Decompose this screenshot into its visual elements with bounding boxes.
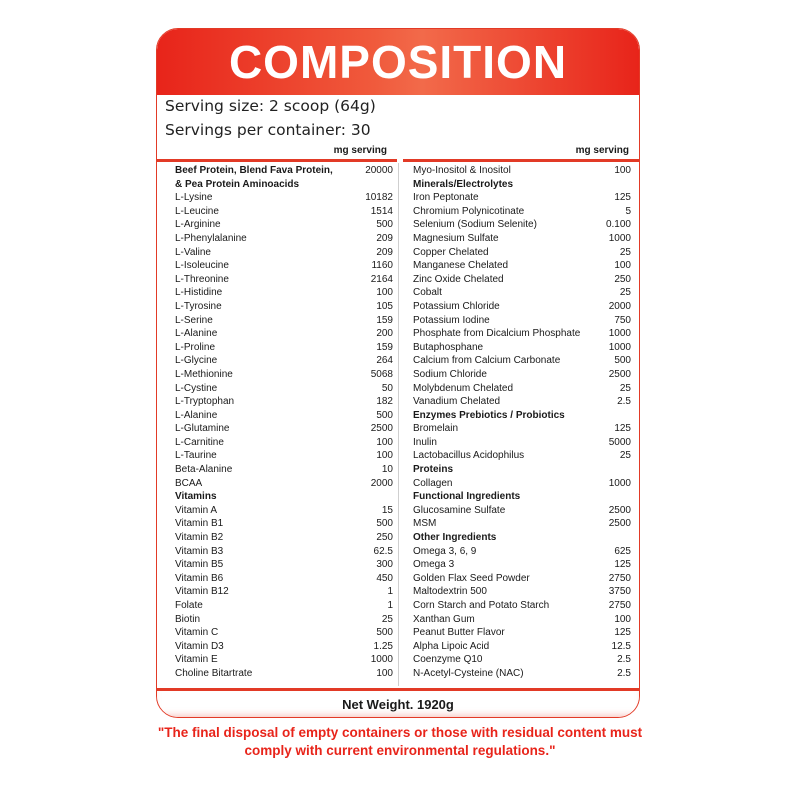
ingredient-name: Peanut Butter Flavor — [413, 627, 505, 639]
serving-size: Serving size: 2 scoop (64g) — [165, 97, 376, 115]
ingredient-amount: 0.100 — [605, 219, 631, 231]
left-header-label: mg serving — [333, 145, 387, 156]
ingredient-name: L-Threonine — [175, 273, 229, 285]
ingredient-amount: 100 — [614, 260, 631, 272]
ingredient-amount: 2164 — [370, 273, 393, 285]
ingredient-name: Coenzyme Q10 — [413, 654, 483, 666]
ingredient-name: Potassium Chloride — [413, 300, 500, 312]
ingredient-name: Vitamin B2 — [175, 532, 224, 544]
ingredient-name: Vitamin D3 — [175, 640, 224, 652]
disposal-disclaimer: "The final disposal of empty containers or those with residual content must comply with current environmental regulations." — [157, 725, 643, 758]
ingredient-amount: 159 — [376, 341, 393, 353]
ingredient-row — [175, 585, 393, 599]
ingredient-amount: 250 — [614, 273, 631, 285]
ingredient-row — [413, 273, 631, 287]
ingredient-amount: 1 — [387, 600, 393, 611]
ingredient-row — [413, 164, 631, 178]
right-ingredient-list — [413, 164, 631, 681]
ingredient-row — [175, 354, 393, 368]
ingredient-amount: 2500 — [370, 423, 393, 435]
ingredient-amount: 1000 — [608, 477, 631, 489]
ingredient-row — [413, 395, 631, 409]
ingredient-name: Functional Ingredients — [413, 491, 521, 503]
ingredient-amount: 1 — [387, 586, 393, 598]
ingredient-name: Bromelain — [413, 423, 459, 435]
ingredient-name: Corn Starch and Potato Starch — [413, 600, 550, 611]
ingredient-name: Alpha Lipoic Acid — [413, 640, 490, 652]
ingredient-name: Calcium from Calcium Carbonate — [413, 355, 561, 367]
ingredient-amount: 182 — [376, 396, 393, 408]
ingredient-name: L-Arginine — [175, 219, 221, 231]
ingredient-row — [413, 517, 631, 531]
ingredient-name: Vitamin B1 — [175, 518, 224, 530]
ingredient-name: Potassium Iodine — [413, 314, 490, 326]
ingredient-row — [413, 286, 631, 300]
ingredient-row — [413, 640, 631, 654]
right-column-header — [403, 142, 640, 162]
ingredient-name: Omega 3, 6, 9 — [413, 545, 477, 557]
ingredient-row — [175, 178, 393, 192]
ingredient-row — [175, 273, 393, 287]
ingredient-name: Phosphate from Dicalcium Phosphate — [413, 328, 581, 340]
ingredient-name: L-Tyrosine — [175, 300, 222, 312]
ingredient-amount: 100 — [376, 436, 393, 448]
ingredient-amount: 10 — [381, 464, 393, 476]
ingredient-amount: 1000 — [608, 232, 631, 244]
ingredient-row — [413, 382, 631, 396]
ingredient-amount: 2500 — [608, 504, 631, 516]
ingredient-name: Omega 3 — [413, 559, 455, 571]
ingredient-name: Magnesium Sulfate — [413, 232, 499, 244]
ingredient-amount: 100 — [614, 613, 631, 625]
ingredient-row — [413, 368, 631, 382]
ingredient-name: Vitamin B5 — [175, 559, 224, 571]
ingredient-amount: 25 — [619, 246, 631, 258]
ingredient-amount: 209 — [376, 232, 393, 244]
title-banner — [157, 29, 639, 95]
ingredient-name: L-Phenylalanine — [175, 232, 247, 244]
left-ingredient-list — [175, 164, 393, 681]
ingredient-row — [175, 205, 393, 219]
ingredient-amount: 100 — [614, 165, 631, 176]
ingredient-row — [175, 422, 393, 436]
ingredient-row — [413, 572, 631, 586]
ingredient-row — [413, 477, 631, 491]
ingredient-row — [413, 191, 631, 205]
ingredient-row — [175, 246, 393, 260]
ingredient-amount: 625 — [614, 545, 631, 557]
ingredient-row — [413, 422, 631, 436]
ingredient-row — [413, 585, 631, 599]
ingredient-row — [175, 300, 393, 314]
ingredient-amount: 3750 — [608, 586, 631, 598]
ingredient-row — [413, 531, 631, 545]
ingredient-row — [175, 341, 393, 355]
ingredient-name: Folate — [175, 600, 203, 611]
ingredient-amount: 50 — [381, 382, 393, 394]
ingredient-name: L-Cystine — [175, 382, 218, 394]
ingredient-name: Molybdenum Chelated — [413, 382, 514, 394]
ingredient-row — [413, 490, 631, 504]
net-weight-bar — [157, 688, 639, 718]
ingredient-name: Vitamin E — [175, 654, 218, 666]
ingredient-name: Biotin — [175, 613, 201, 625]
ingredient-name: Glucosamine Sulfate — [413, 504, 506, 516]
ingredient-row — [175, 640, 393, 654]
ingredient-amount: 500 — [376, 219, 393, 231]
ingredient-row — [175, 286, 393, 300]
ingredient-name: Vitamin A — [175, 504, 218, 516]
ingredient-name: Other Ingredients — [413, 532, 497, 544]
ingredient-amount: 15 — [381, 504, 393, 516]
ingredient-name: L-Valine — [175, 246, 211, 258]
ingredient-row — [175, 395, 393, 409]
ingredient-name: Beef Protein, Blend Fava Protein, — [175, 165, 333, 176]
ingredient-row — [175, 314, 393, 328]
ingredient-row — [175, 218, 393, 232]
ingredient-row — [175, 382, 393, 396]
ingredient-amount: 209 — [376, 246, 393, 258]
ingredient-name: L-Glycine — [175, 355, 218, 367]
composition-card — [156, 28, 640, 718]
ingredient-name: MSM — [413, 518, 437, 530]
ingredient-name: L-Serine — [175, 314, 213, 326]
ingredient-row — [175, 259, 393, 273]
ingredient-amount: 2750 — [608, 572, 631, 584]
ingredient-row — [413, 327, 631, 341]
ingredient-name: L-Taurine — [175, 450, 217, 462]
ingredient-amount: 2000 — [608, 300, 631, 312]
ingredient-amount: 200 — [376, 328, 393, 340]
ingredient-name: Vitamins — [175, 491, 217, 503]
ingredient-name: BCAA — [175, 477, 203, 489]
ingredient-amount: 105 — [376, 300, 393, 312]
ingredient-name: Sodium Chloride — [413, 368, 487, 380]
ingredient-row — [413, 504, 631, 518]
ingredient-row — [175, 545, 393, 559]
ingredient-row — [175, 613, 393, 627]
ingredient-amount: 12.5 — [611, 640, 631, 652]
ingredient-row — [413, 341, 631, 355]
ingredient-amount: 1000 — [608, 328, 631, 340]
ingredient-amount: 20000 — [365, 165, 393, 176]
ingredient-row — [175, 667, 393, 681]
servings-per-container: Servings per container: 30 — [165, 121, 371, 139]
ingredient-name: Choline Bitartrate — [175, 667, 253, 679]
ingredient-row — [413, 653, 631, 667]
ingredient-row — [175, 504, 393, 518]
ingredient-amount: 500 — [376, 409, 393, 421]
ingredient-amount: 2.5 — [617, 667, 631, 679]
ingredient-amount: 5000 — [608, 436, 631, 448]
ingredient-name: Golden Flax Seed Powder — [413, 572, 530, 584]
ingredient-name: L-Methionine — [175, 368, 233, 380]
ingredient-name: Copper Chelated — [413, 246, 489, 258]
ingredient-row — [413, 545, 631, 559]
ingredient-amount: 2500 — [608, 368, 631, 380]
ingredient-name: Iron Peptonate — [413, 192, 479, 204]
ingredient-amount: 2000 — [370, 477, 393, 489]
ingredient-row — [175, 558, 393, 572]
ingredient-amount: 2.5 — [617, 654, 631, 666]
ingredient-name: Vitamin B3 — [175, 545, 224, 557]
ingredient-amount: 25 — [619, 450, 631, 462]
ingredient-name: Vitamin C — [175, 627, 219, 639]
ingredient-amount: 500 — [614, 355, 631, 367]
ingredient-row — [175, 490, 393, 504]
ingredient-amount: 1160 — [371, 260, 393, 272]
net-weight: Net Weight. 1920g — [342, 697, 454, 712]
ingredient-amount: 2.5 — [617, 396, 631, 408]
ingredient-row — [413, 463, 631, 477]
ingredient-amount: 25 — [619, 382, 631, 394]
ingredient-row — [413, 300, 631, 314]
ingredient-name: Enzymes Prebiotics / Probiotics — [413, 409, 565, 421]
ingredient-name: Selenium (Sodium Selenite) — [413, 219, 537, 231]
ingredient-row — [413, 354, 631, 368]
ingredient-row — [175, 653, 393, 667]
ingredient-name: Lactobacillus Acidophilus — [413, 450, 525, 462]
ingredient-amount: 1000 — [370, 654, 393, 666]
ingredient-name: L-Alanine — [175, 409, 218, 421]
ingredient-name: L-Alanine — [175, 328, 218, 340]
ingredient-row — [175, 572, 393, 586]
ingredient-name: Beta-Alanine — [175, 464, 233, 476]
ingredient-amount: 2500 — [608, 518, 631, 530]
ingredient-amount: 500 — [376, 627, 393, 639]
ingredient-name: Collagen — [413, 477, 453, 489]
ingredient-name: Minerals/Electrolytes — [413, 178, 514, 190]
ingredient-amount: 100 — [376, 667, 393, 679]
ingredient-row — [175, 477, 393, 491]
ingredient-amount: 264 — [376, 355, 393, 367]
ingredient-row — [175, 409, 393, 423]
ingredient-row — [175, 626, 393, 640]
ingredient-name: Zinc Oxide Chelated — [413, 273, 504, 285]
ingredient-amount: 5068 — [370, 368, 393, 380]
ingredient-row — [175, 191, 393, 205]
ingredient-name: L-Carnitine — [175, 436, 224, 448]
ingredient-name: L-Glutamine — [175, 423, 230, 435]
ingredient-amount: 159 — [376, 314, 393, 326]
ingredient-name: Inulin — [413, 436, 437, 448]
ingredient-name: Vitamin B12 — [175, 586, 229, 598]
ingredient-name: Manganese Chelated — [413, 260, 509, 272]
ingredient-name: Chromium Polynicotinate — [413, 205, 525, 217]
ingredient-amount: 1000 — [608, 341, 631, 353]
ingredient-row — [413, 259, 631, 273]
ingredient-name: Myo-Inositol & Inositol — [413, 165, 511, 176]
ingredient-amount: 10182 — [365, 192, 393, 204]
ingredient-name: L-Leucine — [175, 205, 219, 217]
ingredient-row — [175, 327, 393, 341]
ingredient-amount: 500 — [376, 518, 393, 530]
ingredient-name: L-Lysine — [175, 192, 213, 204]
ingredient-amount: 62.5 — [373, 545, 393, 557]
ingredient-row — [413, 232, 631, 246]
ingredient-row — [175, 463, 393, 477]
ingredient-row — [413, 626, 631, 640]
ingredient-row — [175, 232, 393, 246]
ingredient-name: Cobalt — [413, 287, 442, 299]
ingredient-row — [175, 517, 393, 531]
ingredient-row — [413, 409, 631, 423]
ingredient-name: Butaphosphane — [413, 341, 484, 353]
ingredient-name: Vitamin B6 — [175, 572, 224, 584]
ingredient-amount: 5 — [625, 205, 631, 217]
ingredient-amount: 125 — [614, 192, 631, 204]
page-title: COMPOSITION — [228, 36, 568, 88]
ingredient-name: Xanthan Gum — [413, 613, 475, 625]
ingredient-amount: 125 — [614, 423, 631, 435]
ingredient-name: Proteins — [413, 464, 454, 476]
ingredient-amount: 1514 — [370, 205, 393, 217]
ingredient-name: Maltodextrin 500 — [413, 586, 487, 598]
ingredient-amount: 2750 — [608, 600, 631, 611]
ingredient-row — [413, 178, 631, 192]
ingredient-name: N-Acetyl-Cysteine (NAC) — [413, 667, 524, 679]
ingredient-row — [175, 436, 393, 450]
left-column-header — [157, 142, 397, 162]
ingredient-amount: 100 — [376, 287, 393, 299]
ingredient-amount: 125 — [614, 627, 631, 639]
ingredient-name: L-Histidine — [175, 287, 223, 299]
ingredient-row — [413, 558, 631, 572]
ingredient-row — [175, 368, 393, 382]
ingredient-name: & Pea Protein Aminoacids — [175, 178, 300, 190]
ingredient-amount: 450 — [376, 572, 393, 584]
ingredient-name: L-Isoleucine — [175, 260, 229, 272]
ingredient-row — [413, 599, 631, 613]
ingredient-row — [413, 613, 631, 627]
ingredient-name: L-Tryptophan — [175, 396, 235, 408]
ingredient-row — [413, 205, 631, 219]
ingredient-amount: 125 — [614, 559, 631, 571]
ingredient-row — [413, 449, 631, 463]
ingredient-row — [413, 436, 631, 450]
ingredient-name: Vanadium Chelated — [413, 396, 501, 408]
ingredient-amount: 1.25 — [373, 640, 393, 652]
ingredient-amount: 100 — [376, 450, 393, 462]
ingredient-row — [413, 218, 631, 232]
ingredient-row — [413, 667, 631, 681]
ingredient-row — [175, 531, 393, 545]
ingredient-row — [175, 599, 393, 613]
ingredient-row — [175, 164, 393, 178]
right-header-label: mg serving — [575, 145, 629, 156]
ingredient-amount: 25 — [381, 613, 393, 625]
ingredient-amount: 750 — [614, 314, 631, 326]
ingredient-row — [413, 246, 631, 260]
ingredient-amount: 250 — [376, 532, 393, 544]
ingredient-name: L-Proline — [175, 341, 216, 353]
ingredient-amount: 25 — [619, 287, 631, 299]
ingredient-amount: 300 — [376, 559, 393, 571]
ingredient-row — [175, 449, 393, 463]
column-divider — [398, 163, 399, 686]
ingredient-row — [413, 314, 631, 328]
